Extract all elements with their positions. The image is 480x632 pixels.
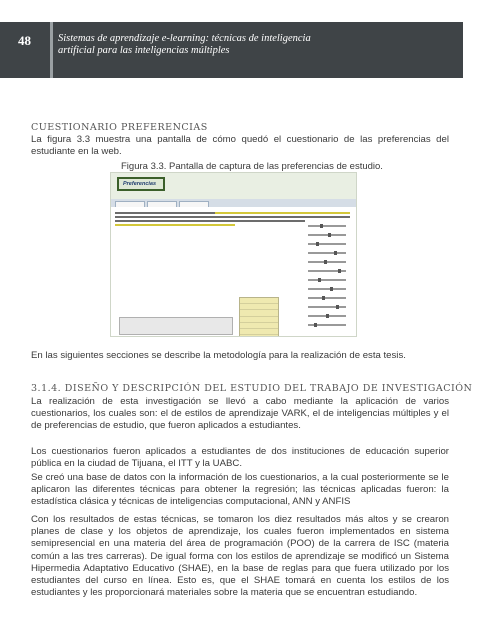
intro-paragraph: La figura 3.3 muestra una pantalla de cómo quedó el cuestionario de las preferencias del estudiante en la web. [31,134,449,158]
slider-knob[interactable] [324,260,327,264]
instruction-text-line [115,220,305,222]
figure-screenshot [110,172,357,337]
methodology-paragraph: En las siguientes secciones se describe la metodología para la realización de esta tesis. [31,350,406,361]
header-divider [50,22,53,78]
slider-knob[interactable] [328,233,331,237]
question-box [119,317,233,335]
slider-knob[interactable] [326,314,329,318]
slider-knob[interactable] [316,242,319,246]
preference-slider[interactable] [308,306,346,308]
slider-knob[interactable] [334,251,337,255]
slider-knob[interactable] [336,305,339,309]
preference-slider[interactable] [308,279,346,281]
preference-slider[interactable] [308,234,346,236]
preference-slider[interactable] [308,261,346,263]
figure-banner [111,173,356,199]
preference-slider[interactable] [308,315,346,317]
slider-knob[interactable] [338,269,341,273]
preference-slider[interactable] [308,243,346,245]
options-table [239,297,279,337]
body-paragraph: Los cuestionarios fueron aplicados a estudiantes de dos instituciones de educación superior pública en la ciudad de Tijuana, el ITT y la UABC. [31,446,449,470]
page-number: 48 [18,33,31,48]
preference-slider[interactable] [308,252,346,254]
slider-knob[interactable] [330,287,333,291]
instruction-text-line [115,216,350,218]
body-paragraph: Con los resultados de estas técnicas, se tomaron los diez resultados más altos y se crearon planes de clase y los objetos de aprendizaje, los cuales fueron implementados en sistema semipresencial en una materia del área de programación (POO) de la carrera de ISC (materia común a las tres carreras). De igual forma con los estilos de aprendizaje se modificó un Sistema Hipermedia Adaptativo Educativo (SHAE), en la base de reglas para que fuera utilizado por los estudiantes del curso en línea. Esto es, que el SHAE tomará en cuenta los estilos de los estudiantes y les proporcionará materiales sobre la materia que se encuentran estudiando. [31,514,449,599]
preferences-button[interactable]: Preferencias [117,177,165,191]
preference-slider[interactable] [308,324,346,326]
instruction-text-line [115,212,215,214]
slider-knob[interactable] [314,323,317,327]
preference-slider[interactable] [308,225,346,227]
preference-slider[interactable] [308,297,346,299]
highlighted-text-line [115,224,235,226]
body-paragraph: La realización de esta investigación se llevó a cabo mediante la aplicación de varios cuestionarios, los cuales son: el de estilos de aprendizaje VARK, el de inteligencias múltiples y el de preferencias de estudio, que fueron aplicados a estudiantes. [31,396,449,432]
figure-caption: Figura 3.3. Pantalla de captura de las preferencias de estudio. [121,161,383,172]
preference-slider[interactable] [308,270,346,272]
slider-knob[interactable] [322,296,325,300]
page-header [0,22,463,78]
slider-knob[interactable] [318,278,321,282]
preference-slider[interactable] [308,288,346,290]
table-row[interactable] [240,335,278,337]
body-paragraph: Se creó una base de datos con la información de los cuestionarios, a la cual posteriormente se le aplicaron las diferentes técnicas para obtener la regresión; las técnicas aplicadas fueron: la estadística clásica y técnicas de inteligencias computacional, ANN y ANFIS [31,472,449,508]
running-title: Sistemas de aprendizaje e-learning: técnicas de inteligencia artificial para las inteligencias múltiples [58,33,311,56]
highlighted-text-line [215,212,350,214]
slider-knob[interactable] [320,224,323,228]
section-heading: CUESTIONARIO PREFERENCIAS [31,122,208,133]
subsection-heading: 3.1.4. DISEÑO Y DESCRIPCIÓN DEL ESTUDIO DEL TRABAJO DE INVESTIGACIÓN [31,383,473,394]
